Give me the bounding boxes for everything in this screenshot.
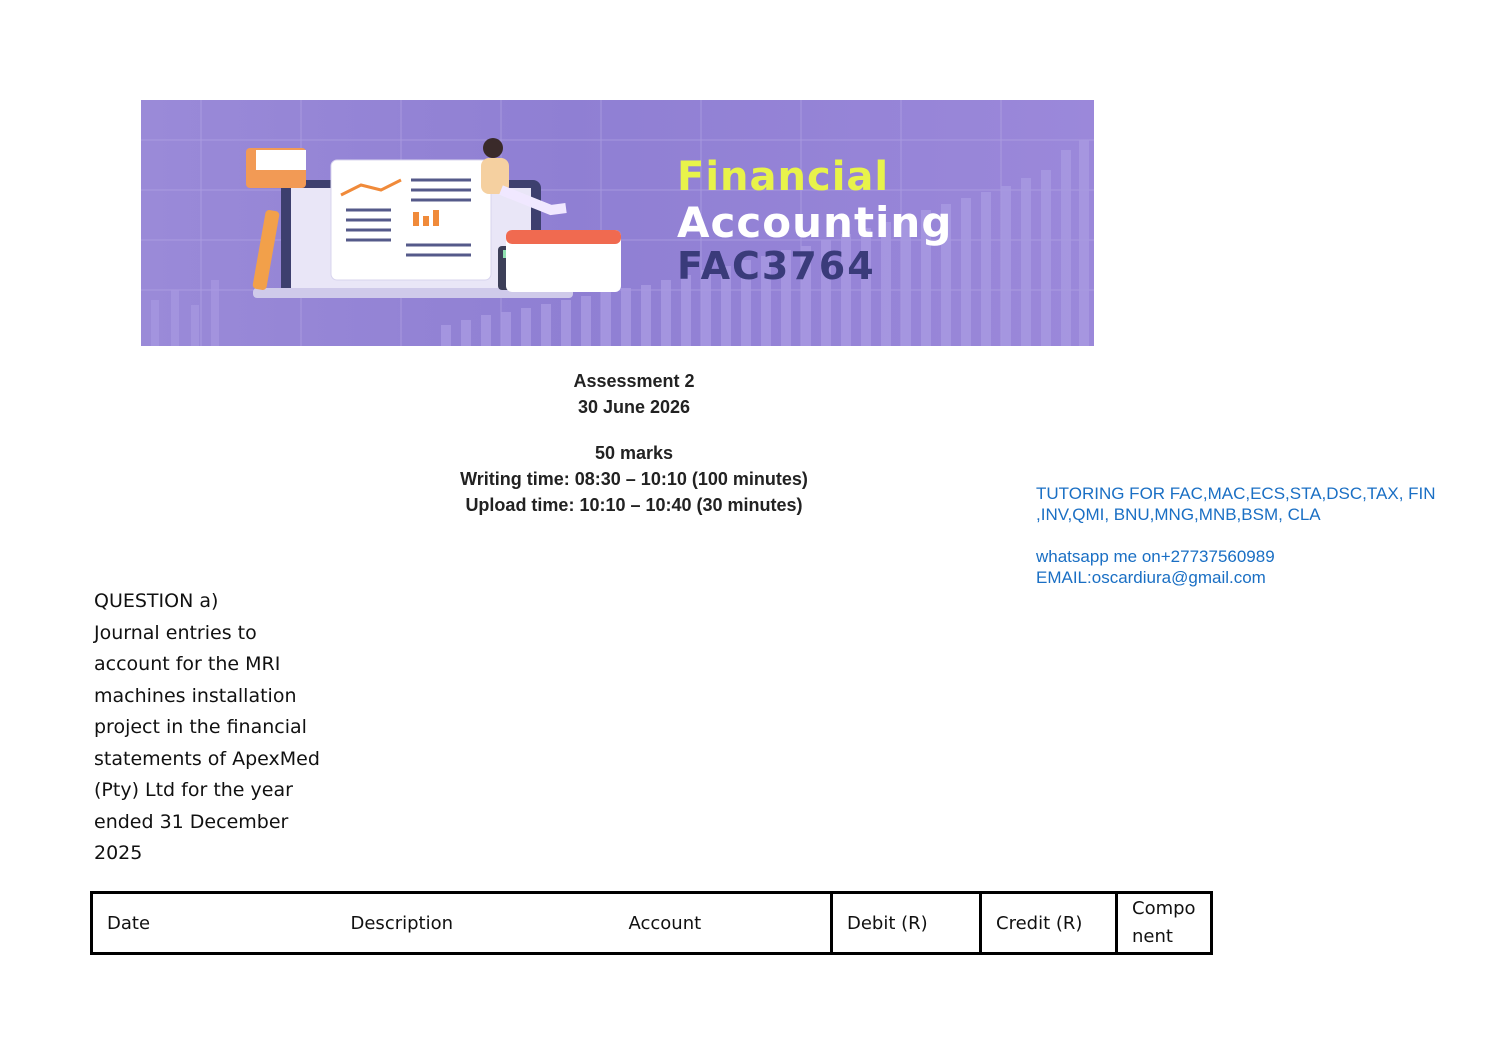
tutoring-subjects-line1: TUTORING FOR FAC,MAC,ECS,STA,DSC,TAX, FIN [1036, 484, 1436, 503]
header-component [1117, 893, 1212, 954]
header-account: Account [615, 893, 832, 954]
header-debit: Debit (R) [832, 893, 981, 954]
banner-title-accounting: Accounting [677, 198, 953, 247]
header-component-line2: nent [1132, 926, 1173, 947]
question-text: Journal entries to account for the MRI machines installation project in the financial statements of ApexMed (Pty) Ltd for the year ended 31 December 2025 [94, 621, 320, 864]
banner-title-financial: Financial [677, 154, 890, 200]
header-credit: Credit (R) [981, 893, 1117, 954]
tutoring-subjects-line2: ,INV,QMI, BNU,MNG,MNB,BSM, CLA [1036, 505, 1321, 524]
assessment-details [380, 368, 888, 518]
tutoring-email: EMAIL:oscardiura@gmail.com [1036, 568, 1266, 587]
journal-table [90, 891, 1213, 955]
tutoring-ad [1036, 483, 1486, 588]
course-banner [141, 100, 1094, 346]
assessment-date: 30 June 2026 [577, 397, 691, 417]
banner-course-code: FAC3764 [677, 244, 876, 288]
assessment-marks: 50 marks [594, 443, 674, 463]
header-date: Date [92, 893, 337, 954]
header-component-line1: Compo [1132, 898, 1196, 919]
table-header-row [92, 893, 1212, 954]
header-description: Description [337, 893, 615, 954]
writing-time: Writing time: 08:30 – 10:10 (100 minutes) [460, 469, 808, 489]
question-label: QUESTION a) [94, 590, 219, 612]
assessment-name: Assessment 2 [573, 371, 695, 391]
tutoring-whatsapp: whatsapp me on+27737560989 [1036, 547, 1275, 566]
question-block [94, 586, 334, 870]
upload-time: Upload time: 10:10 – 10:40 (30 minutes) [465, 495, 803, 515]
